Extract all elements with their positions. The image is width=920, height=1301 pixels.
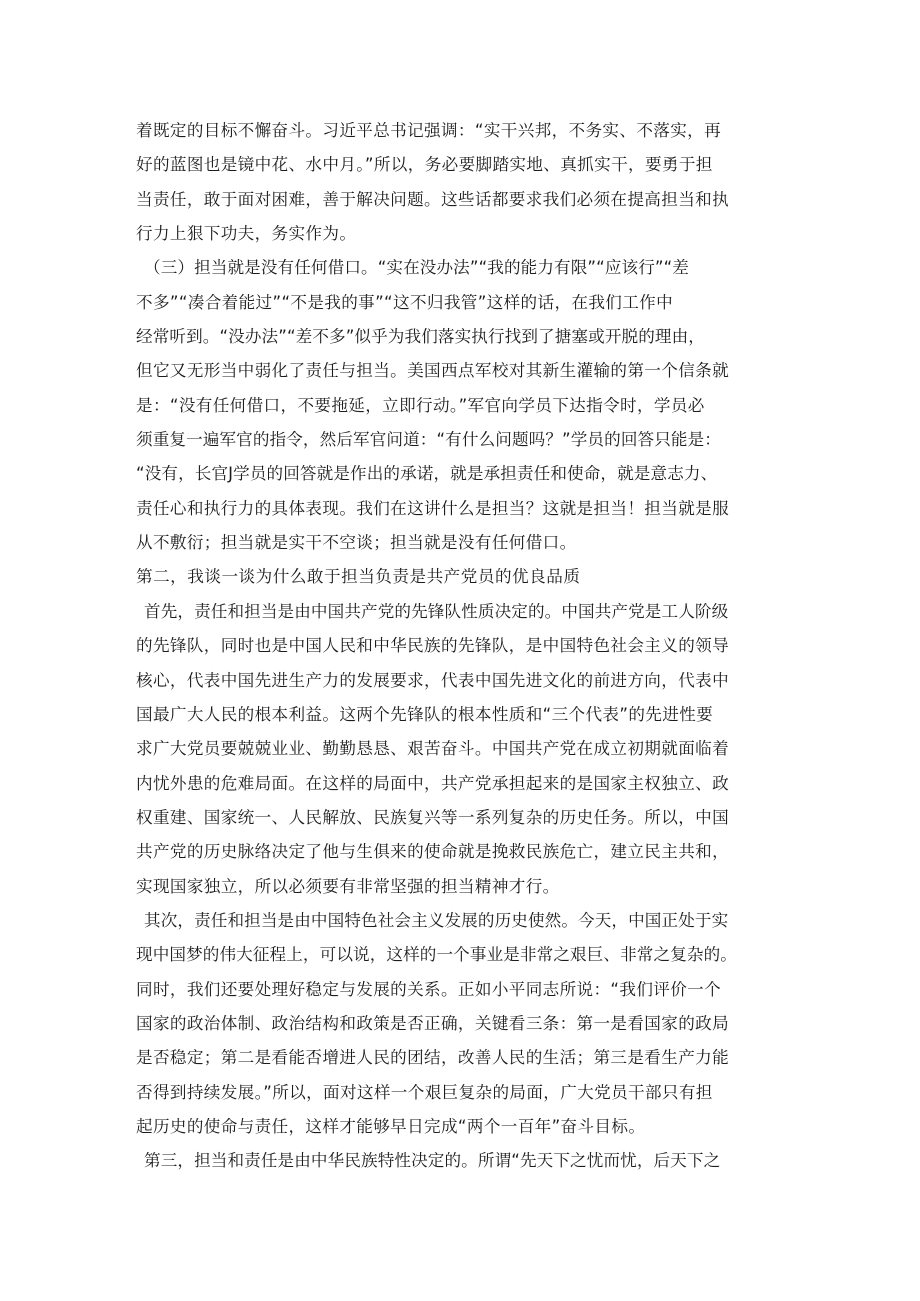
text-line: 是：“没有任何借口，不要拖延，立即行动。”军官向学员下达指令时，学员必	[136, 395, 705, 415]
text-line: 实现国家独立，所以必须要有非常坚强的担当精神才行。	[136, 876, 560, 896]
text-line: 同时，我们还要处理好稳定与发展的关系。正如小平同志所说：“我们评价一个	[136, 979, 722, 999]
text-line: 起历史的使命与责任，这样才能够早日完成“两个一百年”奋斗目标。	[136, 1116, 646, 1136]
text-line: 经常听到。“没办法”“差不多”似乎为我们落实执行找到了搪塞或开脱的理由，	[136, 327, 705, 347]
text-line: 但它又无形当中弱化了责任与担当。美国西点军校对其新生灌输的第一个信条就	[136, 361, 730, 381]
text-line: 是否稳定；第二是看能否增进人民的团结，改善人民的生活；第三是看生产力能	[136, 1048, 730, 1068]
section-heading-3: （三）担当就是没有任何借口。“实在没办法”“我的能力有限”“应该行”“差	[144, 258, 689, 278]
text-line: 首先，责任和担当是由中国共产党的先锋队性质决定的。中国共产党是工人阶级	[144, 601, 729, 621]
text-line: “没有，长官J学员的回答就是作出的承诺，就是承担责任和使命，就是意志力、	[136, 464, 718, 484]
text-line: 须重复一遍军官的指令，然后军官问道：“有什么问题吗？”学员的回答只能是：	[136, 430, 721, 450]
text-line: 责任心和执行力的具体表现。我们在这讲什么是担当？这就是担当！担当就是服	[136, 498, 730, 518]
text-line: 权重建、国家统一、人民解放、民族复兴等一系列复杂的历史任务。所以，中国	[136, 807, 730, 827]
text-line: 从不敷衍；担当就是实干不空谈；担当就是没有任何借口。	[136, 533, 577, 553]
text-line: 核心，代表中国先进生产力的发展要求，代表中国先进文化的前进方向，代表中	[136, 670, 730, 690]
text-line: 行力上狠下功夫，务实作为。	[136, 224, 357, 244]
text-line: 不多”“凑合着能过”“不是我的事”“这不归我管”这样的话，在我们工作中	[136, 292, 674, 312]
text-line: 共产党的历史脉络决定了他与生俱来的使命就是挽救民族危亡，建立民主共和，	[136, 842, 730, 862]
text-line: 第三，担当和责任是由中华民族特性决定的。所谓“先天下之忧而忧，后天下之	[144, 1151, 721, 1171]
text-line: 现中国梦的伟大征程上，可以说，这样的一个事业是非常之艰巨、非常之复杂的。	[136, 945, 737, 965]
text-line: 内忧外患的危难局面。在这样的局面中，共产党承担起来的是国家主权独立、政	[136, 773, 730, 793]
text-line: 着既定的目标不懈奋斗。习近平总书记强调：“实干兴邦，不务实、不落实，再	[136, 121, 722, 140]
text-line: 当责任，敢于面对困难，善于解决问题。这些话都要求我们必须在提高担当和执	[136, 189, 730, 209]
document-body	[136, 114, 796, 1179]
text-line: 其次，责任和担当是由中国特色社会主义发展的历史使然。今天，中国正处于实	[144, 910, 729, 930]
section-heading-2: 第二，我谈一谈为什么敢于担当负责是共产党员的优良品质	[136, 567, 581, 587]
text-line: 求广大党员要兢兢业业、勤勤恳恳、艰苦奋斗。中国共产党在成立初期就面临着	[136, 739, 730, 759]
text-line: 国最广大人民的根本利益。这两个先锋队的根本性质和“三个代表”的先进性要	[136, 704, 714, 724]
text-line: 好的蓝图也是镜中花、水中月。”所以，务必要脚踏实地、真抓实干，要勇于担	[136, 155, 713, 175]
text-line: 国家的政治体制、政治结构和政策是否正确，关键看三条：第一是看国家的政局	[136, 1013, 730, 1033]
text-line: 的先锋队，同时也是中国人民和中华民族的先锋队，是中国特色社会主义的领导	[136, 636, 730, 656]
text-line: 否得到持续发展。”所以，面对这样一个艰巨复杂的局面，广大党员干部只有担	[136, 1082, 713, 1102]
